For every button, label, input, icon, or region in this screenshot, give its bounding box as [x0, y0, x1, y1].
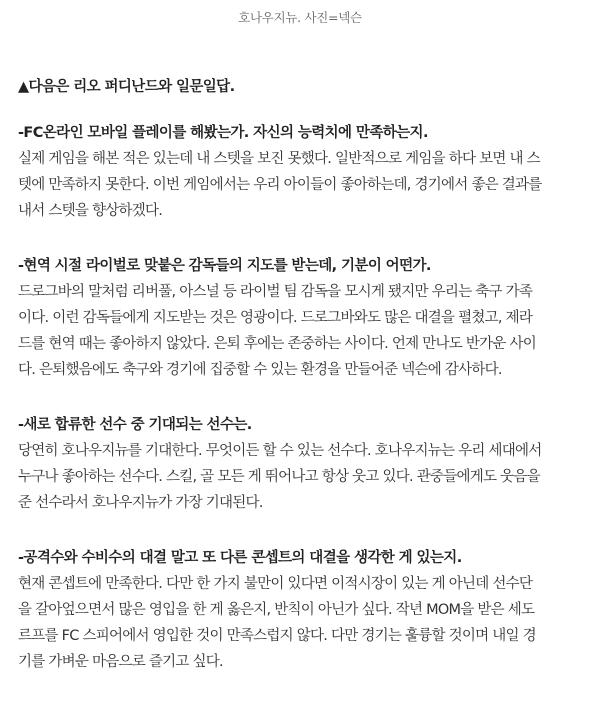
qa-block	[18, 120, 584, 224]
intro-line: ▲다음은 리오 퍼디난드와 일문일답.	[18, 79, 235, 95]
answer-line: 텟에 만족하지 못한다. 이번 게임에서는 우리 아이들이 좋아하는데, 경기에서 좋은 결과를	[18, 177, 542, 193]
answer-line: 드를 현역 때는 좋아하지 않았다. 은퇴 후에는 존중하는 사이다. 언제 만나도 반가운 사이	[18, 336, 537, 352]
answer-line: 당연히 호나우지뉴를 기대한다. 무엇이든 할 수 있는 선수다. 호나우지뉴는 우리 세대에서	[18, 443, 542, 459]
answer-line: 을 갈아엎으면서 많은 영입을 한 게 옳은지, 반칙이 아닌가 싶다. 작년 MOM을 받은 세도	[18, 602, 535, 618]
answer-line: 누구나 좋아하는 선수다. 스킬, 골 모든 게 뛰어나고 항상 웃고 있다. 관중들에게도 웃음을	[18, 469, 540, 485]
answer-line: 기를 가벼운 마음으로 즐기고 싶다.	[18, 654, 223, 670]
photo-caption: 호나우지뉴. 사진=넥슨	[238, 10, 362, 25]
answer-line: 내서 스텟을 향상하겠다.	[18, 203, 163, 219]
qa-block	[18, 412, 584, 516]
question: -FC온라인 모바일 플레이를 해봤는가. 자신의 능력치에 만족하는지.	[18, 125, 428, 141]
answer-line: 르프를 FC 스피어에서 영입한 것이 만족스럽지 않다. 다만 경기는 훌륭할 것이며 내일 경	[18, 628, 536, 644]
question: -새로 합류한 선수 중 기대되는 선수는.	[18, 417, 252, 433]
answer-line: 실제 게임을 해본 적은 있는데 내 스텟을 보진 못했다. 일반적으로 게임을 하다 보면 내 스	[18, 151, 540, 167]
answer-line: 드로그바의 말처럼 리버풀, 아스널 등 라이벌 팀 감독을 모시게 됐지만 우리는 축구 가족	[18, 284, 533, 300]
question: -공격수와 수비수의 대결 말고 또 다른 콘셉트의 대결을 생각한 게 있는지.	[18, 550, 462, 566]
answer-line: 준 선수라서 호나우지뉴가 가장 기대된다.	[18, 495, 263, 511]
qa-block	[18, 545, 584, 675]
qa-block	[18, 253, 584, 383]
answer-line: 이다. 이런 감독들에게 지도받는 것은 영광이다. 드로그바와도 많은 대결을 펼쳤고, 제라	[18, 310, 533, 326]
article-body	[18, 74, 584, 704]
answer-line: 현재 콘셉트에 만족한다. 다만 한 가지 불만이 있다면 이적시장이 있는 게 아닌데 선수단	[18, 576, 533, 592]
question: -현역 시절 라이벌로 맞붙은 감독들의 지도를 받는데, 기분이 어떤가.	[18, 258, 431, 274]
answer-line: 다. 은퇴했음에도 축구와 경기에 집중할 수 있는 환경을 만들어준 넥슨에 감사하다.	[18, 362, 502, 378]
